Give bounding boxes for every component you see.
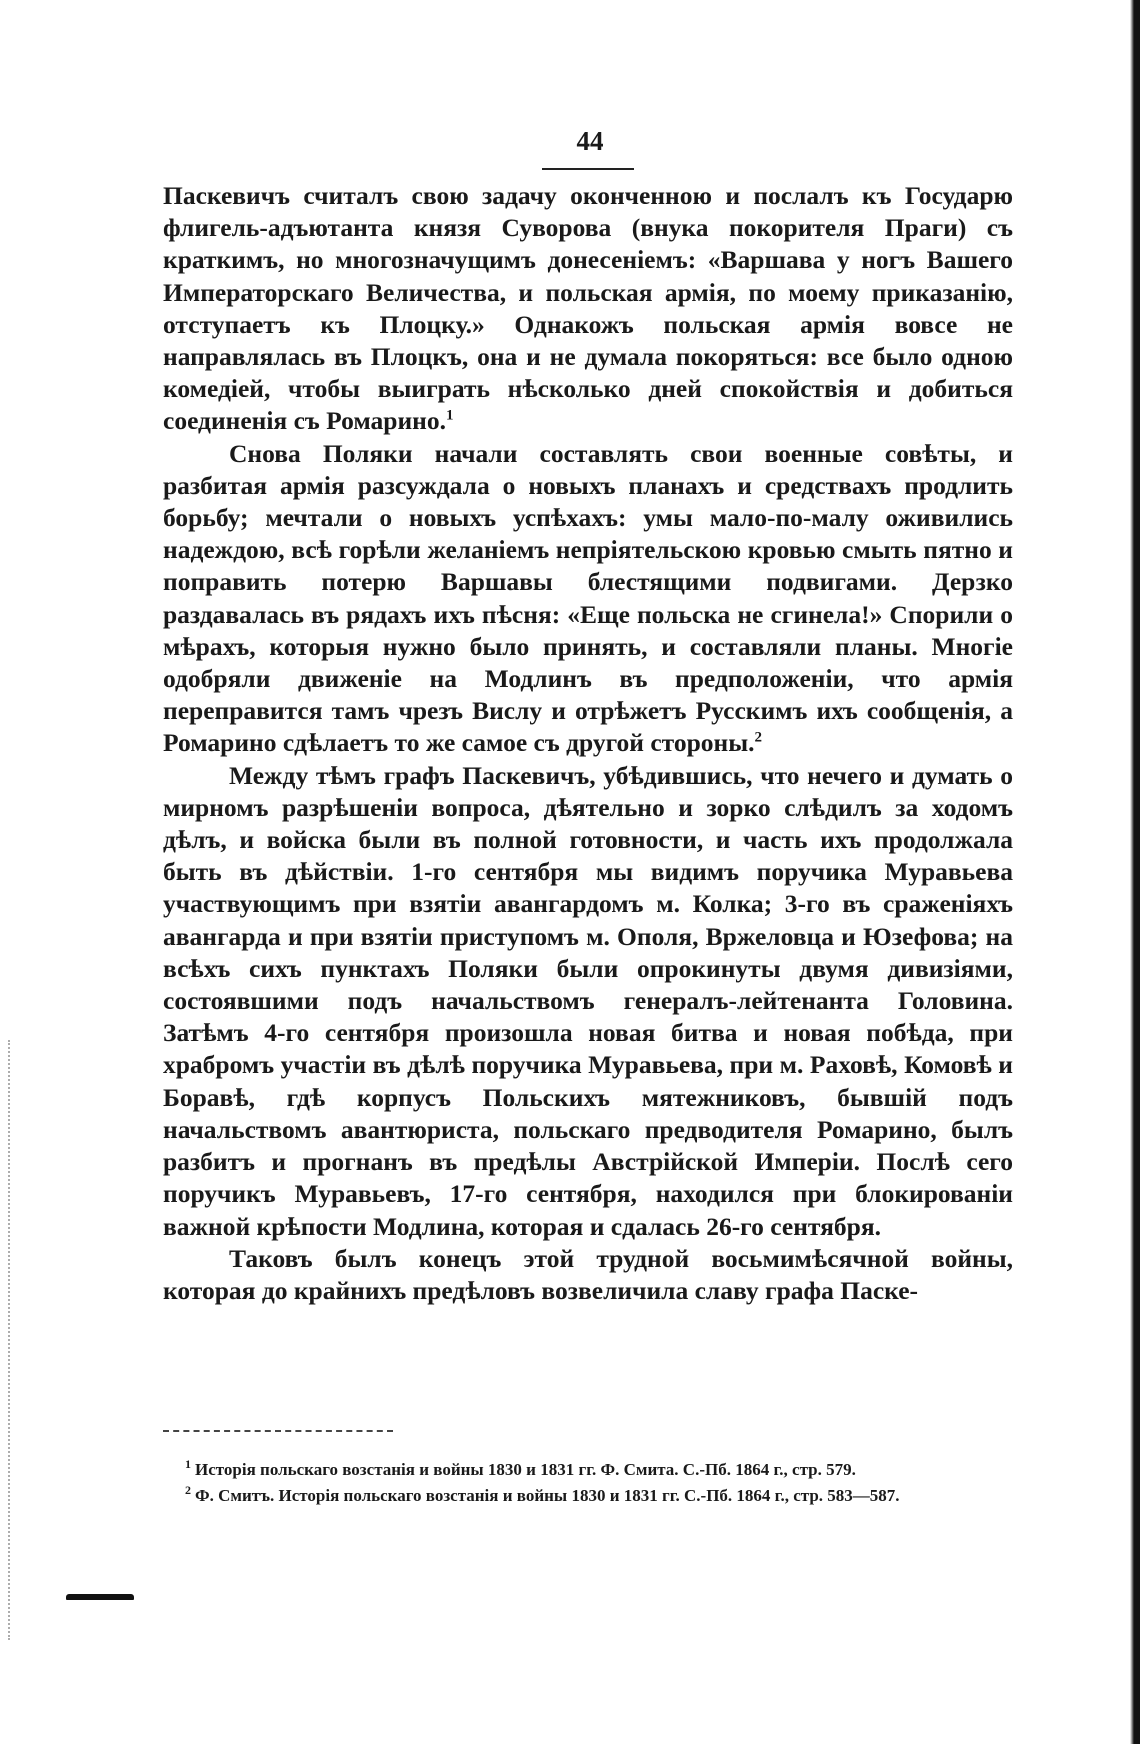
paragraph-4-text: Таковъ былъ конецъ этой трудной восьмимѣсячной войны, которая до крайнихъ предѣловъ возвеличила славу графа Паске- [163, 1243, 1013, 1305]
paragraph-1-text: Паскевичъ считалъ свою задачу оконченною и послалъ къ Государю флигель-адъютанта князя Суворова (внука покорителя Праги) съ краткимъ, но многозначущимъ донесеніемъ: «Варшава у ногъ Вашего Императорскаго Величества, и польская армія, по моему приказанію, отступаетъ къ Плоцку.» Однакожъ польская армія вовсе не направлялась въ Плоцкъ, она и не думала покоряться: все было одною комедіей, чтобы выиграть нѣсколько дней спокойствія и добиться соединенія съ Ромарино. [163, 181, 1013, 436]
page-number-rule [542, 168, 634, 170]
footnote-2 [163, 1484, 1013, 1508]
paragraph-3-text: Между тѣмъ графъ Паскевичъ, убѣдившись, что нечего и думать о мирномъ разрѣшеніи вопроса, дѣятельно и зорко слѣдилъ за ходомъ дѣлъ, и войска были въ полной готовности, и часть ихъ продолжала быть въ дѣйствіи. 1-го сентября мы видимъ поручика Муравьева участвующимъ при взятіи авангардомъ м. Колка; 3-го въ сраженіяхъ авангарда и при взятіи приступомъ м. Ополя, Вржеловца и Юзефова; на всѣхъ сихъ пунктахъ Поляки были опрокинуты двумя дивизіями, состоявшими подъ начальствомъ генералъ-лейтенанта Головина. Затѣмъ 4-го сентября произошла новая битва и новая побѣда, при храбромъ участіи въ дѣлѣ поручика Муравьева, при м. Раховѣ, Комовѣ и Боравѣ, гдѣ корпусъ Польскихъ мятежниковъ, бывшій подъ начальствомъ авантюриста, польскаго предводителя Ромарино, былъ разбитъ и прогнанъ въ предѣлы Австрійской Имперіи. Послѣ сего поручикъ Муравьевъ, 17-го сентября, находился при блокированіи важной крѣпости Модлина, которая и сдалась 26-го сентября. [163, 760, 1013, 1241]
footnote-1-mark: 1 [185, 1457, 191, 1472]
paragraph-2-text: Снова Поляки начали составлять свои военные совѣты, и разбитая армія разсуждала о новыхъ планахъ и средствахъ продлить борьбу; мечтали о новыхъ успѣхахъ: умы мало-по-малу оживились надеждою, всѣ горѣли желаніемъ непріятельскою кровью смыть пятно и поправить потерю Варшавы блестящими подвигами. Дерзко раздавалась въ рядахъ ихъ пѣсня: «Еще польска не сгинела!» Спорили о мѣрахъ, которыя нужно было принять, и составляли планы. Многіе одобряли движеніе на Модлинъ въ предположеніи, что армія переправится тамъ чрезъ Вислу и отрѣжетъ Русскимъ ихъ сообщенія, а Ромарино сдѣлаетъ то же самое съ другой стороны. [163, 438, 1013, 758]
footnote-2-mark: 2 [185, 1483, 191, 1498]
footnote-ref-1: 1 [446, 407, 454, 424]
page-number: 44 [576, 126, 604, 156]
paragraph-4 [163, 1243, 1013, 1307]
paragraph-1 [163, 180, 1013, 438]
footnote-2-text: Ф. Смитъ. Исторія польскаго возстанія и войны 1830 и 1831 гг. С.-Пб. 1864 г., стр. 583—587. [195, 1486, 900, 1505]
main-text [163, 180, 1013, 1307]
scan-edge-shadow [1130, 0, 1140, 1744]
footnote-1-text: Исторія польскаго возстанія и войны 1830 и 1831 гг. Ф. Смита. С.-Пб. 1864 г., стр. 579. [195, 1460, 856, 1479]
footnotes [163, 1458, 1013, 1510]
scan-smudge [66, 1594, 134, 1600]
footnote-separator [163, 1430, 393, 1432]
paragraph-2 [163, 438, 1013, 760]
scan-margin-specks [8, 1040, 18, 1640]
footnote-1 [163, 1458, 1013, 1482]
footnote-ref-2: 2 [754, 729, 763, 746]
paragraph-3 [163, 760, 1013, 1243]
